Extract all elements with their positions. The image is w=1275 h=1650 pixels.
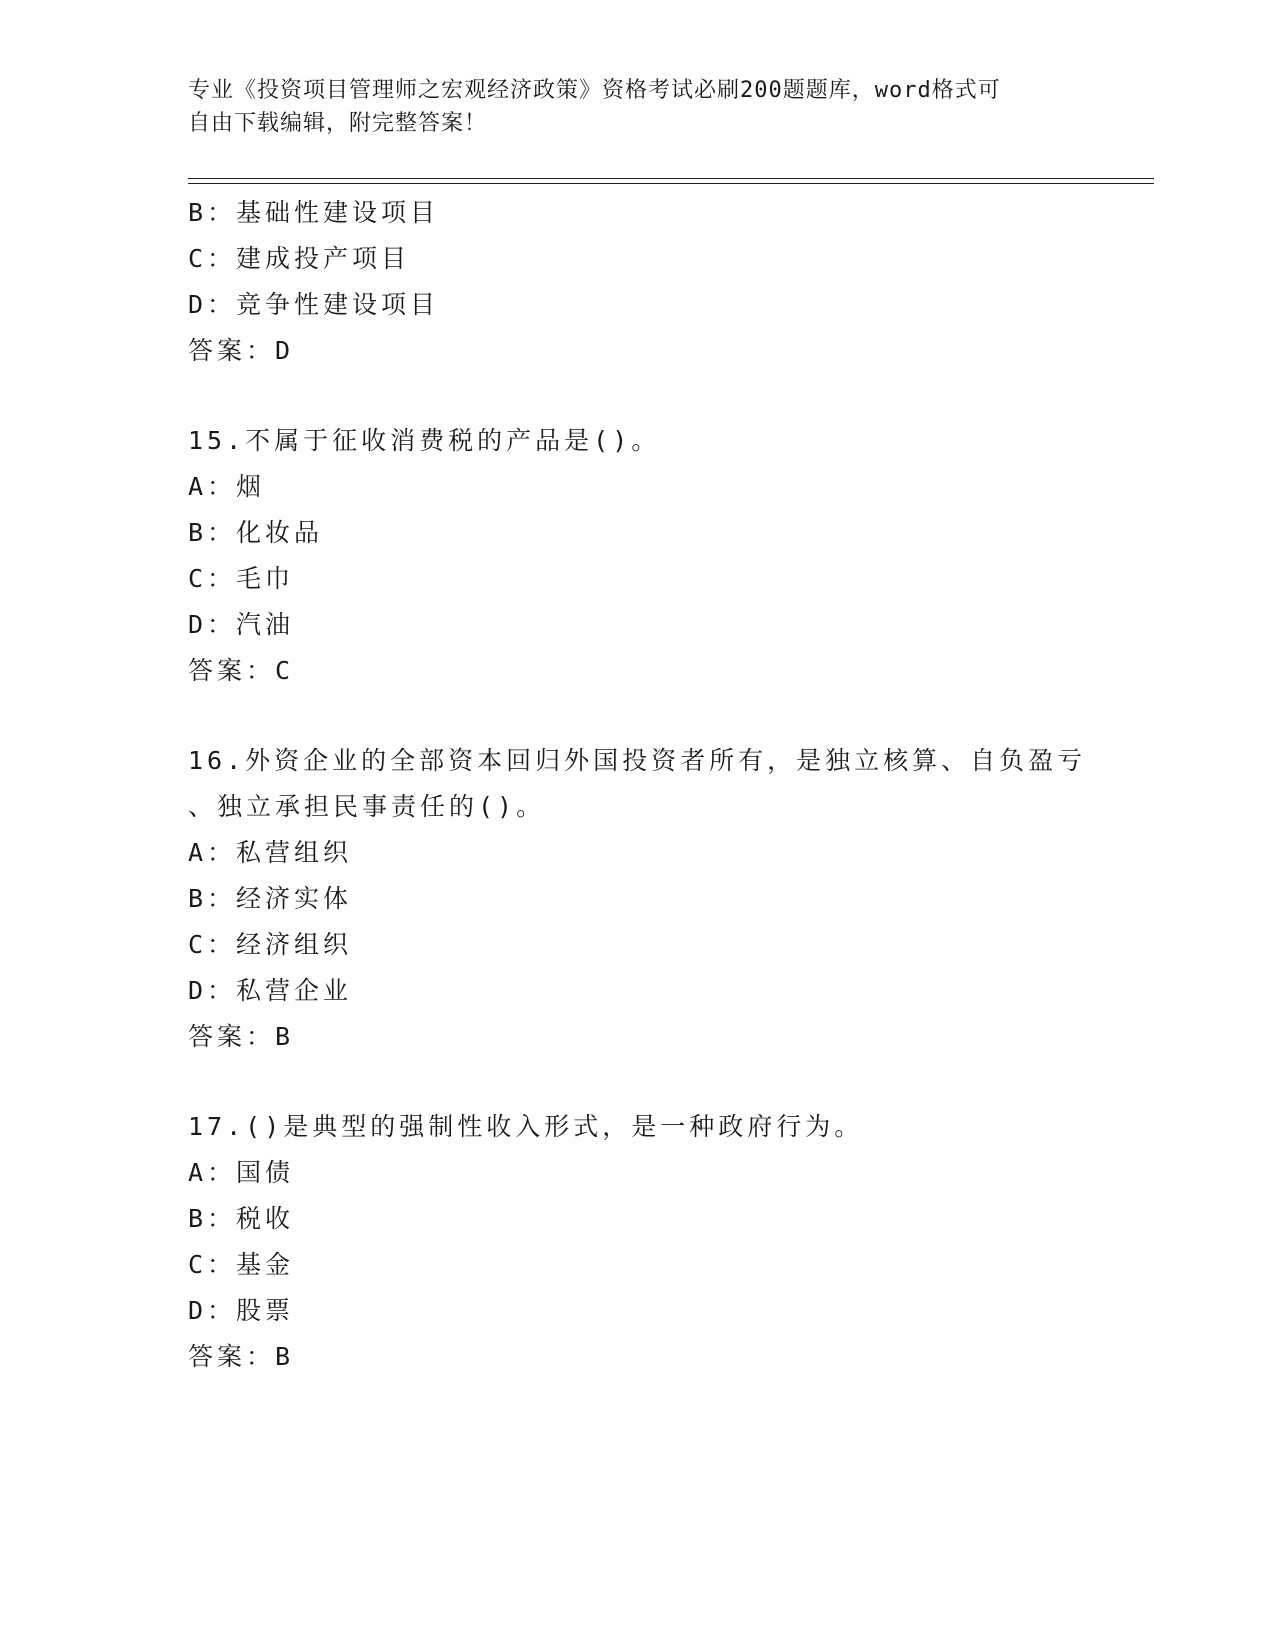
option-a: A：私营组织 [188,838,353,867]
answer-line: 答案：B [188,1022,295,1051]
question-block-17 [188,1104,1148,1380]
answer-line: 答案：D [188,336,295,365]
header-line-2: 自由下载编辑，附完整答案！ [188,111,488,136]
answer-line: 答案：B [188,1342,295,1371]
answer-line: 答案：C [188,656,295,685]
header-divider-bottom [188,183,1154,184]
header-divider-top [188,178,1154,179]
question-stem: 15.不属于征收消费税的产品是()。 [188,426,661,455]
question-block-16 [188,738,1148,1060]
option-c: C：建成投产项目 [188,244,411,273]
option-c: C：经济组织 [188,930,353,959]
question-block-14 [188,190,1148,374]
option-b: B：经济实体 [188,884,353,913]
question-stem: 17.()是典型的强制性收入形式，是一种政府行为。 [188,1112,864,1141]
question-list [188,190,1148,1380]
option-c: C：基金 [188,1250,295,1279]
question-stem: 16.外资企业的全部资本回归外国投资者所有，是独立核算、自负盈亏 [188,746,1087,775]
option-d: D：竞争性建设项目 [188,290,440,319]
option-c: C：毛巾 [188,564,295,593]
header-line-1: 专业《投资项目管理师之宏观经济政策》资格考试必刷200题题库，word格式可 [188,78,1001,103]
option-a: A：烟 [188,472,266,501]
option-b: B：化妆品 [188,518,324,547]
question-stem-continued: 、独立承担民事责任的()。 [188,792,546,821]
option-b: B：基础性建设项目 [188,198,440,227]
document-header [188,74,1088,140]
option-b: B：税收 [188,1204,295,1233]
option-d: D：汽油 [188,610,295,639]
option-d: D：股票 [188,1296,295,1325]
option-d: D：私营企业 [188,976,353,1005]
option-a: A：国债 [188,1158,295,1187]
question-block-15 [188,418,1148,694]
